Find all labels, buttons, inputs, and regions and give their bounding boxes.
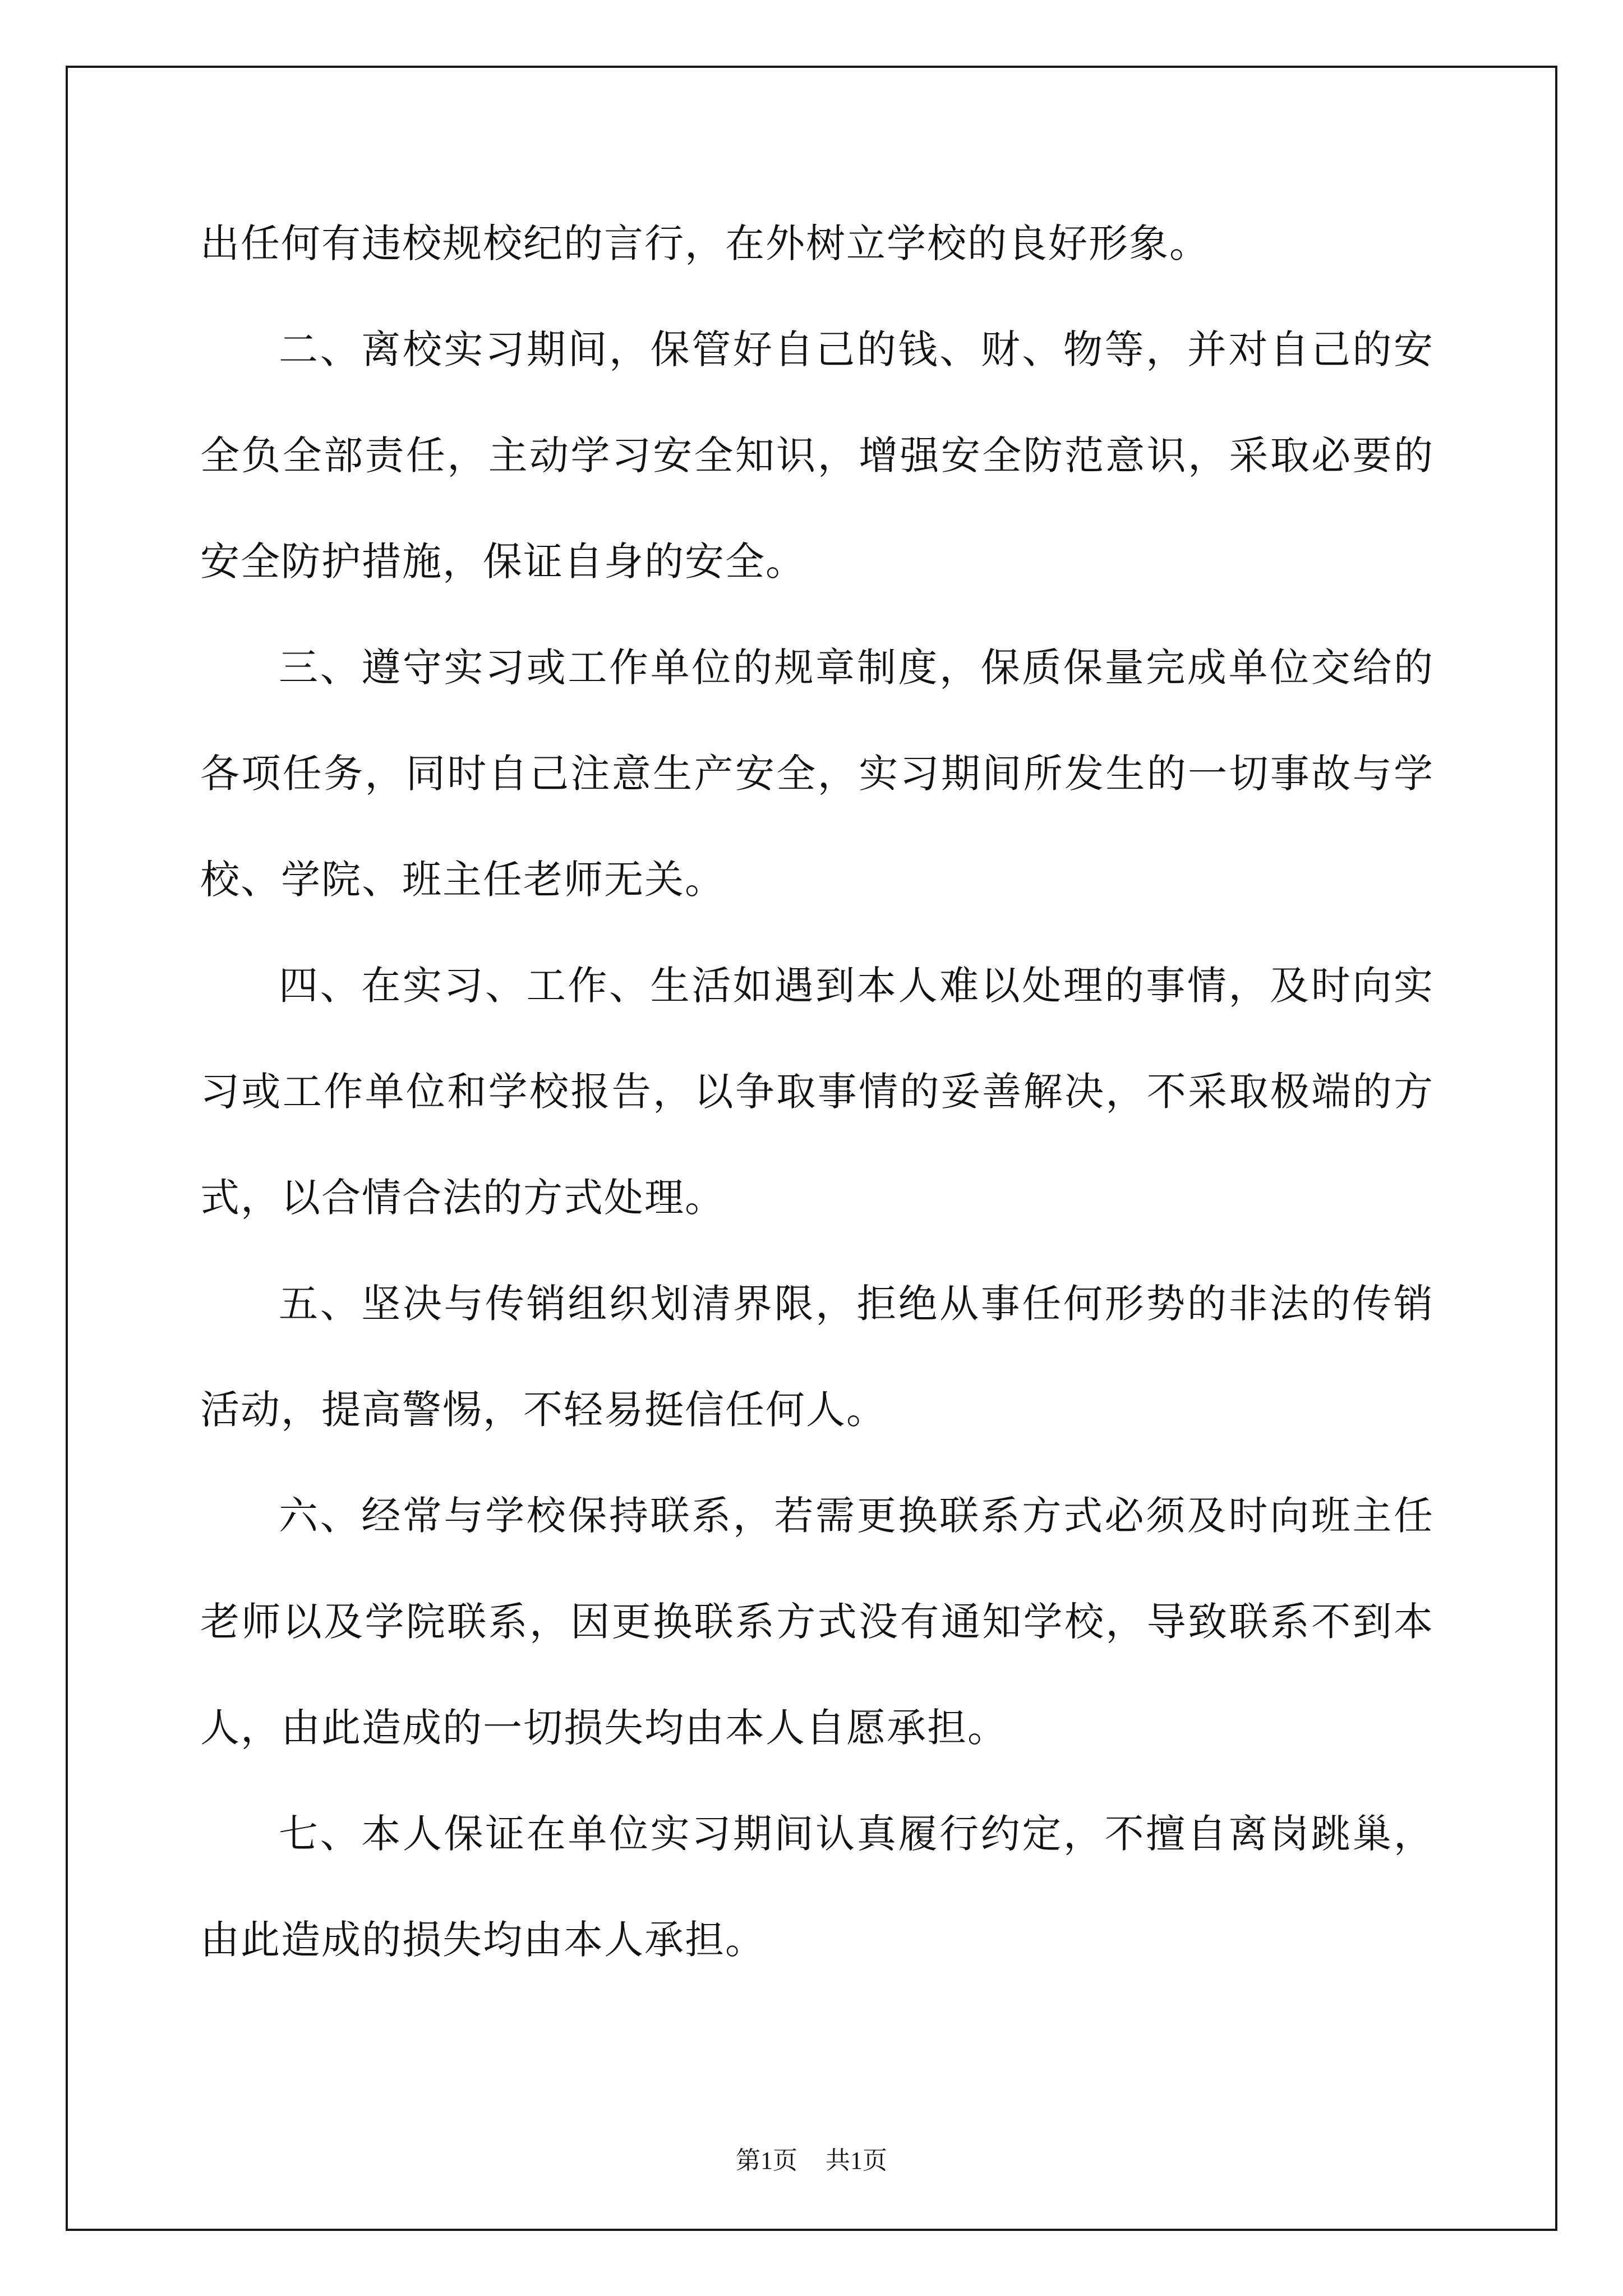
document-body: [200, 191, 1434, 1993]
page-number: 第1页: [736, 2147, 797, 2174]
paragraph-item-5: 五、坚决与传销组织划清界限，拒绝从事任何形势的非法的传销活动，提高警惕，不轻易挺信任何人。: [200, 1281, 1434, 1433]
paragraph-continuation: 出任何有违校规校纪的言行，在外树立学校的良好形象。: [200, 220, 1210, 266]
page-total: 共1页: [826, 2147, 887, 2174]
page-footer: [0, 2140, 1623, 2176]
paragraph-item-4: 四、在实习、工作、生活如遇到本人难以处理的事情，及时向实习或工作单位和学校报告，以争取事情的妥善解决，不采取极端的方式，以合情合法的方式处理。: [200, 963, 1434, 1221]
paragraph-item-3: 三、遵守实习或工作单位的规章制度，保质保量完成单位交给的各项任务，同时自己注意生产安全，实习期间所发生的一切事故与学校、学院、班主任老师无关。: [200, 645, 1434, 903]
paragraph-item-6: 六、经常与学校保持联系，若需更换联系方式必须及时向班主任老师以及学院联系，因更换联系方式没有通知学校，导致联系不到本人，由此造成的一切损失均由本人自愿承担。: [200, 1493, 1434, 1751]
paragraph-item-2: 二、离校实习期间，保管好自己的钱、财、物等，并对自己的安全负全部责任，主动学习安全知识，增强安全防范意识，采取必要的安全防护措施，保证自身的安全。: [200, 326, 1434, 585]
paragraph-item-7: 七、本人保证在单位实习期间认真履行约定，不擅自离岗跳巢，由此造成的损失均由本人承担。: [200, 1811, 1434, 1963]
